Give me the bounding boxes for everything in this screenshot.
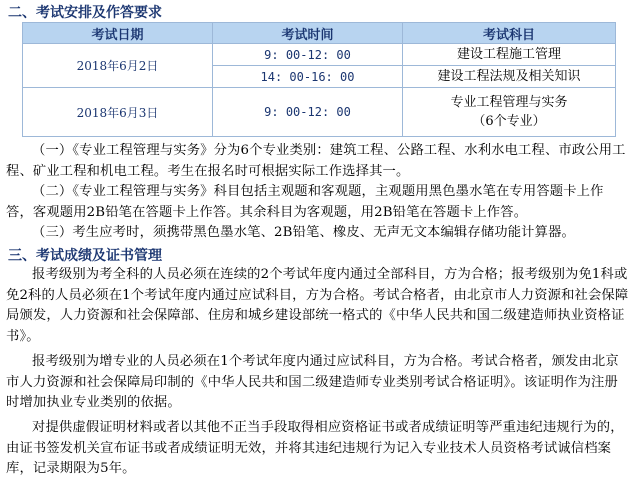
note-paragraph: （一）《专业工程管理与实务》分为6个专业类别：建筑工程、公路工程、水利水电工程、市政公用工程、矿业工程和机电工程。考生在报名时可根据实际工作选择其一。 (6, 143, 626, 179)
exam-date-cell: 2018年6月3日 (23, 88, 213, 137)
header-exam-date: 考试日期 (23, 23, 213, 44)
exam-subject-name: 专业工程管理与实务 (450, 95, 568, 110)
note-paragraph: （三）考生应考时，须携带黑色墨水笔、2B铅笔、橡皮、无声无文本编辑存储功能计算器。 (32, 225, 575, 240)
table-row (23, 88, 616, 137)
header-exam-time: 考试时间 (213, 23, 403, 44)
body-paragraph: 报考级别为考全科的人员必须在连续的2个考试年度内通过全部科目，方为合格；报考级别为免1科或免2科的人员必须在1个考试年度内通过应试科目，方为合格。考试合格者，由北京市人力资源和社会保障局颁发，人力资源和社会保障部、住房和城乡建设部统一格式的《中华人民共和国二级建造师执业资格证书》。 (6, 267, 629, 344)
exam-time-cell: 9: 00-12: 00 (213, 44, 403, 66)
exam-subject-cell: 建设工程法规及相关知识 (403, 66, 616, 88)
exam-subject-cell (403, 88, 616, 137)
note-paragraph: （二）《专业工程管理与实务》科目包括主观题和客观题，主观题用黑色墨水笔在专用答题卡上作答，客观题用2B铅笔在答题卡上作答。其余科目为客观题，用2B铅笔在答题卡上作答。 (6, 184, 604, 220)
exam-time-cell: 14: 00-16: 00 (213, 66, 403, 88)
exam-date-cell: 2018年6月2日 (23, 44, 213, 88)
section-heading-results-certificates: 三、考试成绩及证书管理 (8, 248, 162, 264)
exam-subject-note: （6个专业） (472, 114, 546, 129)
section-heading-exam-schedule: 二、考试安排及作答要求 (8, 5, 162, 21)
body-paragraph: 报考级别为增专业的人员必须在1个考试年度内通过应试科目，方为合格。考试合格者，颁发由北京市人力资源和社会保障局印制的《中华人民共和国二级建造师专业类别考试合格证明》。该证明作为注册时增加执业专业类别的依据。 (6, 354, 619, 410)
header-exam-subject: 考试科目 (403, 23, 616, 44)
exam-time-cell: 9: 00-12: 00 (213, 88, 403, 137)
table-header-row (23, 23, 616, 44)
exam-schedule-table (22, 22, 616, 137)
body-paragraph: 对提供虚假证明材料或者以其他不正当手段取得相应资格证书或者成绩证明等严重违纪违规行为的，由证书签发机关宣布证书或者成绩证明无效，并将其违纪违规行为记入专业技术人员资格考试诚信档案库，记录期限为5年。 (6, 420, 624, 476)
exam-subject-cell: 建设工程施工管理 (403, 44, 616, 66)
table-row (23, 44, 616, 66)
